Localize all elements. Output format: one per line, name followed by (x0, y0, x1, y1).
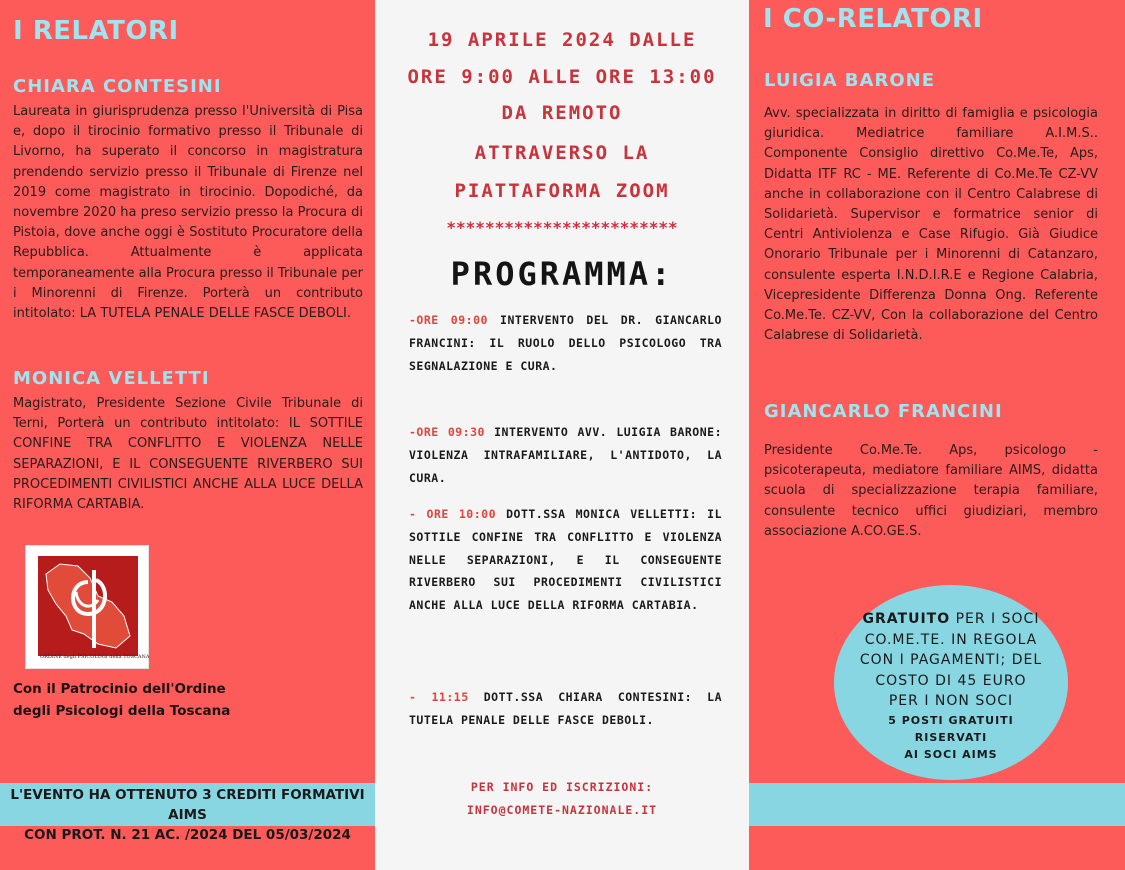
speaker-name-barone: LUIGIA BARONE (764, 70, 935, 91)
event-date-line-1: 19 APRILE 2024 DALLE (427, 29, 697, 51)
tuscany-map-icon (38, 556, 138, 656)
info-label: PER INFO ED ISCRIZIONI: (470, 780, 654, 794)
program-item-text: DOTT.SSA CHIARA CONTESINI: LA TUTELA PENALE DELLE FASCE DEBOLI. (409, 690, 722, 727)
program-item-time: - 11:15 (409, 690, 469, 704)
credits-band (0, 783, 375, 843)
fee-badge (834, 585, 1068, 780)
speaker-bio-velletti: Magistrato, Presidente Sezione Civile Tribunale di Terni, Porterà un contributo intitolato: IL SOTTILE CONFINE TRA CONFLITTO E VIOLENZA NELLE SEPARAZIONI, E IL CONSEGUENTE RIVERBERO SUI PROCEDIMENTI CIVILISTICI ANCHE ALLA LUCE DELLA RIFORMA CARTABIA. (13, 396, 363, 513)
relatori-panel (0, 0, 375, 870)
corelatori-panel (749, 0, 1125, 870)
fee-line-1 (834, 609, 1068, 630)
fee-line-4: COSTO DI 45 EURO (875, 672, 1027, 689)
fee-line-1-rest: PER I SOCI (950, 611, 1040, 627)
speaker-bio-contesini: Laureata in giurisprudenza presso l'Università di Pisa e, dopo il tirocinio formativo presso il Tribunale di Livorno, ha superato il concorso in magistratura prendendo servizio presso il Tribunale di Firenze nel 2019 come magistrato in tirocinio. Dopodiché, da novembre 2020 ha preso servizio presso la Procura di Pistoia, dove anche oggi è Sostituto Procuratore della Repubblica. Attualmente è applicata temporaneamente alla Procura presso il Tribunale per i Minorenni di Firenze. Porterà un contributo intitolato: LA TUTELA PENALE DELLE FASCE DEBOLI. (13, 104, 363, 322)
program-item (409, 309, 722, 377)
program-item-time: -ORE 09:30 (409, 425, 485, 439)
patronage-line-1: Con il Patrocinio dell'Ordine (13, 681, 226, 697)
right-band (749, 783, 1125, 826)
program-item (409, 686, 722, 732)
fee-note-3: AI SOCI AIMS (904, 747, 998, 761)
event-mode-line-1: DA REMOTO (501, 102, 623, 124)
event-mode-line-2: ATTRAVERSO LA (474, 142, 650, 164)
program-item (409, 503, 722, 617)
programma-title: PROGRAMMA: (450, 255, 674, 293)
relatori-title: I RELATORI (13, 16, 179, 46)
event-date-line-2: ORE 9:00 ALLE ORE 13:00 (407, 66, 717, 88)
fee-line-3: CON I PAGAMENTI; DEL (859, 652, 1043, 668)
info-email-link[interactable]: INFO@COMETE-NAZIONALE.IT (466, 803, 658, 817)
program-item-text: INTERVENTO DEL DR. GIANCARLO FRANCINI: IL RUOLO DELLO PSICOLOGO TRA SEGNALAZIONE E CURA. (409, 313, 722, 373)
ordine-psicologi-logo (25, 545, 149, 669)
program-item (409, 421, 722, 489)
speaker-name-contesini: CHIARA CONTESINI (13, 76, 222, 97)
patronage-text (13, 678, 313, 722)
credits-line-1: L'EVENTO HA OTTENUTO 3 CREDITI FORMATIVI AIMS (10, 787, 365, 823)
fee-line-2: CO.ME.TE. IN REGOLA (864, 631, 1038, 648)
event-mode-line-3: PIATTAFORMA ZOOM (454, 180, 670, 202)
logo-caption: ORDINE degli PSICOLOGI della TOSCANA (40, 654, 150, 660)
programma-panel (375, 0, 749, 870)
speaker-bio-francini: Presidente Co.Me.Te. Aps, psicologo - psicoterapeuta, mediatore familiare AIMS, didatta scuola di specializzazione terapia familiare, consulente tecnico uffici giudiziari, membro associazione A.CO.GE.S. (764, 443, 1098, 539)
speaker-bio-barone: Avv. specializzata in diritto di famiglia e psicologia giuridica. Mediatrice familiare A.I.M.S.. Componente Consiglio direttivo Co.Me.Te, Aps, Didatta ITF RC - ME. Referente di Co.Me.Te CZ-VV anche in collaborazione con il Centro Calabrese di Solidarietà. Supervisor e formatrice senior di Centri Antiviolenza e Case Rifugio. Già Giudice Onorario Tribunale per i Minorenni di Catanzaro, consulente esperta I.N.D.I.R.E e Regione Calabria, Vicepresidente Differenza Donna Ong. Referente Co.Me.Te. CZ-VV, Con la collaborazione del Centro Calabrese di Solidarietà. (764, 106, 1098, 344)
program-item-time: - ORE 10:00 (409, 507, 497, 521)
speaker-name-francini: GIANCARLO FRANCINI (764, 401, 1003, 422)
credits-line-2: CON PROT. N. 21 AC. /2024 DEL 05/03/2024 (24, 827, 351, 843)
fee-free-word: GRATUITO (862, 611, 951, 627)
fee-note-1: 5 POSTI GRATUITI (888, 713, 1014, 727)
fee-note-2: RISERVATI (914, 730, 988, 744)
program-item-text: INTERVENTO AVV. LUIGIA BARONE: VIOLENZA INTRAFAMILIARE, L'ANTIDOTO, LA CURA. (409, 425, 722, 485)
corelatori-title: I CO-RELATORI (763, 4, 983, 34)
separator: ************************ (446, 218, 678, 237)
speaker-name-velletti: MONICA VELLETTI (13, 368, 210, 389)
fee-line-5: PER I NON SOCI (888, 693, 1014, 709)
program-item-text: DOTT.SSA MONICA VELLETTI: IL SOTTILE CONFINE TRA CONFLITTO E VIOLENZA NELLE SEPARAZIONI, E IL CONSEGUENTE RIVERBERO SUI PROCEDIMENTI CIVILISTICI ANCHE ALLA LUCE DELLA RIFORMA CARTABIA. (409, 507, 722, 613)
program-item-time: -ORE 09:00 (409, 313, 488, 327)
patronage-line-2: degli Psicologi della Toscana (13, 703, 231, 719)
